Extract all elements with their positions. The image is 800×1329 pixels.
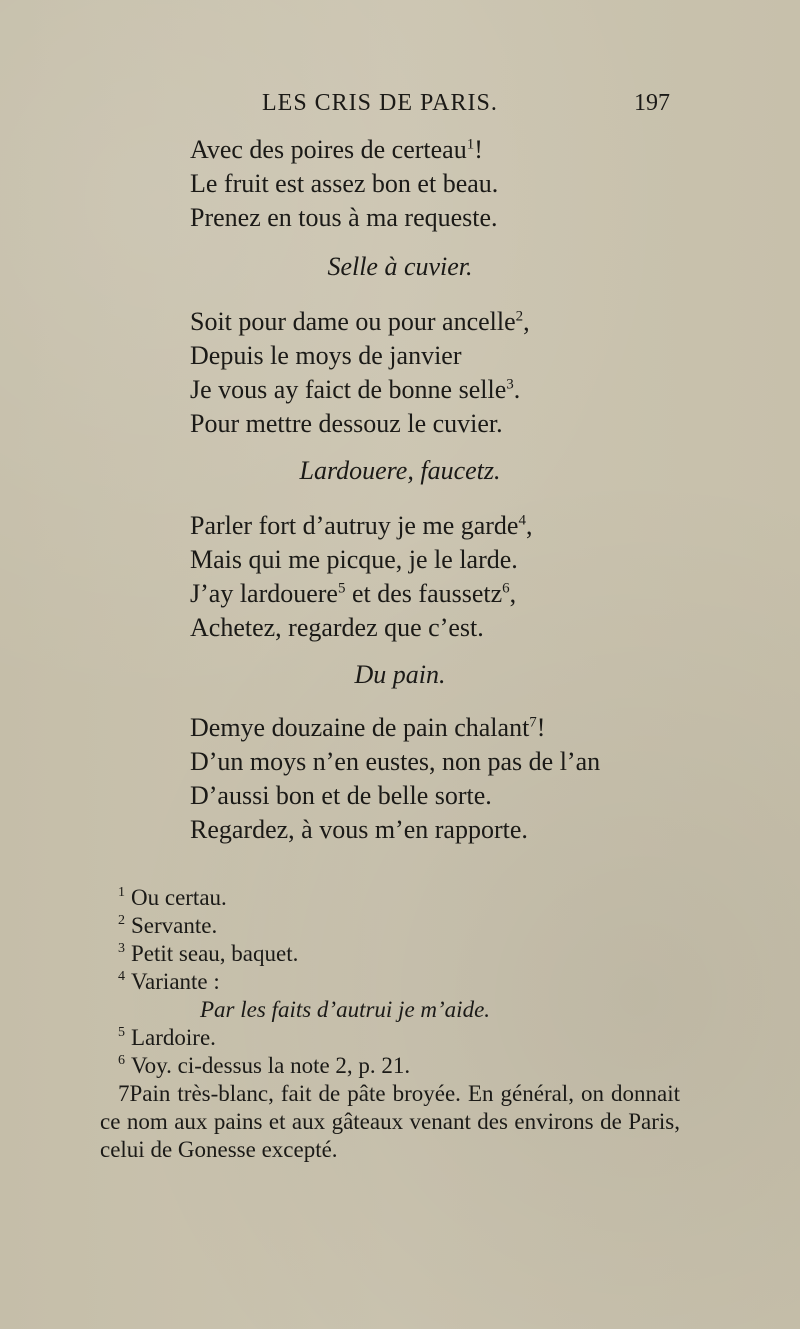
verse-line: Achetez, regardez que c’est. xyxy=(190,613,484,642)
verse-line: Parler fort d’autruy je me garde$^4$, xyxy=(190,511,533,540)
stanza-3 xyxy=(190,509,532,645)
footnote-variant-text: Par les faits d’autrui je m’aide. xyxy=(200,997,491,1022)
verse-line: Demye douzaine de pain chalant$^7$! xyxy=(190,713,546,742)
footnote-number: 3 xyxy=(118,941,125,957)
footnote-ref: 1 xyxy=(466,136,475,153)
verse-line: Soit pour dame ou pour ancelle$^2$, xyxy=(190,307,530,336)
footnote-number: 7 xyxy=(118,1081,130,1106)
footnote: $^3$ Petit seau, baquet. xyxy=(118,941,299,966)
footnote-ref: 2 xyxy=(515,308,524,325)
footnote-ref: 7 xyxy=(529,714,537,731)
footnote-ref: 5 xyxy=(337,580,346,597)
footnote-ref: 6 xyxy=(502,580,510,597)
footnote: $^5$ Lardoire. xyxy=(118,1025,216,1050)
verse-line: Avec des poires de certeau$^1$! xyxy=(190,135,483,164)
footnote-number: 5 xyxy=(118,1025,125,1041)
section-heading: Selle à cuvier. xyxy=(327,252,473,281)
running-title: LES CRIS DE PARIS. xyxy=(262,90,498,116)
footnote-ref: 3 xyxy=(506,376,514,393)
verse-line: Je vous ay faict de bonne selle$^3$. xyxy=(190,375,521,404)
footnote: $^1$ Ou certau. xyxy=(118,885,227,910)
footnote-ref: 4 xyxy=(518,512,526,529)
verse-line: Prenez en tous à ma requeste. xyxy=(190,203,498,232)
footnote-number: 2 xyxy=(118,913,125,929)
verse-line: Le fruit est assez bon et beau. xyxy=(190,169,499,198)
section-heading: Du pain. xyxy=(354,660,446,689)
verse-line: D’aussi bon et de belle sorte. xyxy=(190,781,492,810)
verse-line: D’un moys n’en eustes, non pas de l’an xyxy=(190,747,601,776)
footnote: $^4$ Variante : xyxy=(118,969,220,994)
page-number: 197 xyxy=(634,90,670,116)
verse-line: Depuis le moys de janvier xyxy=(190,341,462,370)
footnote: $^6$ Voy. ci-dessus la note 2, p. 21. xyxy=(118,1053,411,1078)
footnote-number: 6 xyxy=(118,1053,125,1069)
stanza-1 xyxy=(190,133,498,235)
stanza-4 xyxy=(190,711,600,847)
footnote: 7Pain très-blanc, fait de pâte broyée. En général, on donnait ce nom aux pains et aux gâteaux venant des environs de Paris, celui de Gonesse excepté. xyxy=(100,1081,680,1162)
verse-line: Mais qui me picque, je le larde. xyxy=(190,545,518,574)
stanza-2 xyxy=(190,305,530,441)
section-heading: Lardouere, faucetz. xyxy=(299,456,501,485)
footnote-number: 1 xyxy=(118,885,125,901)
footnote-number: 4 xyxy=(118,969,125,985)
verse-line: J’ay lardouere$^5$ et des faussetz$^6$, xyxy=(190,579,517,608)
footnotes xyxy=(100,884,680,1164)
verse-line: Regardez, à vous m’en rapporte. xyxy=(190,815,528,844)
footnote: $^2$ Servante. xyxy=(118,913,218,938)
verse-line: Pour mettre dessouz le cuvier. xyxy=(190,409,503,438)
